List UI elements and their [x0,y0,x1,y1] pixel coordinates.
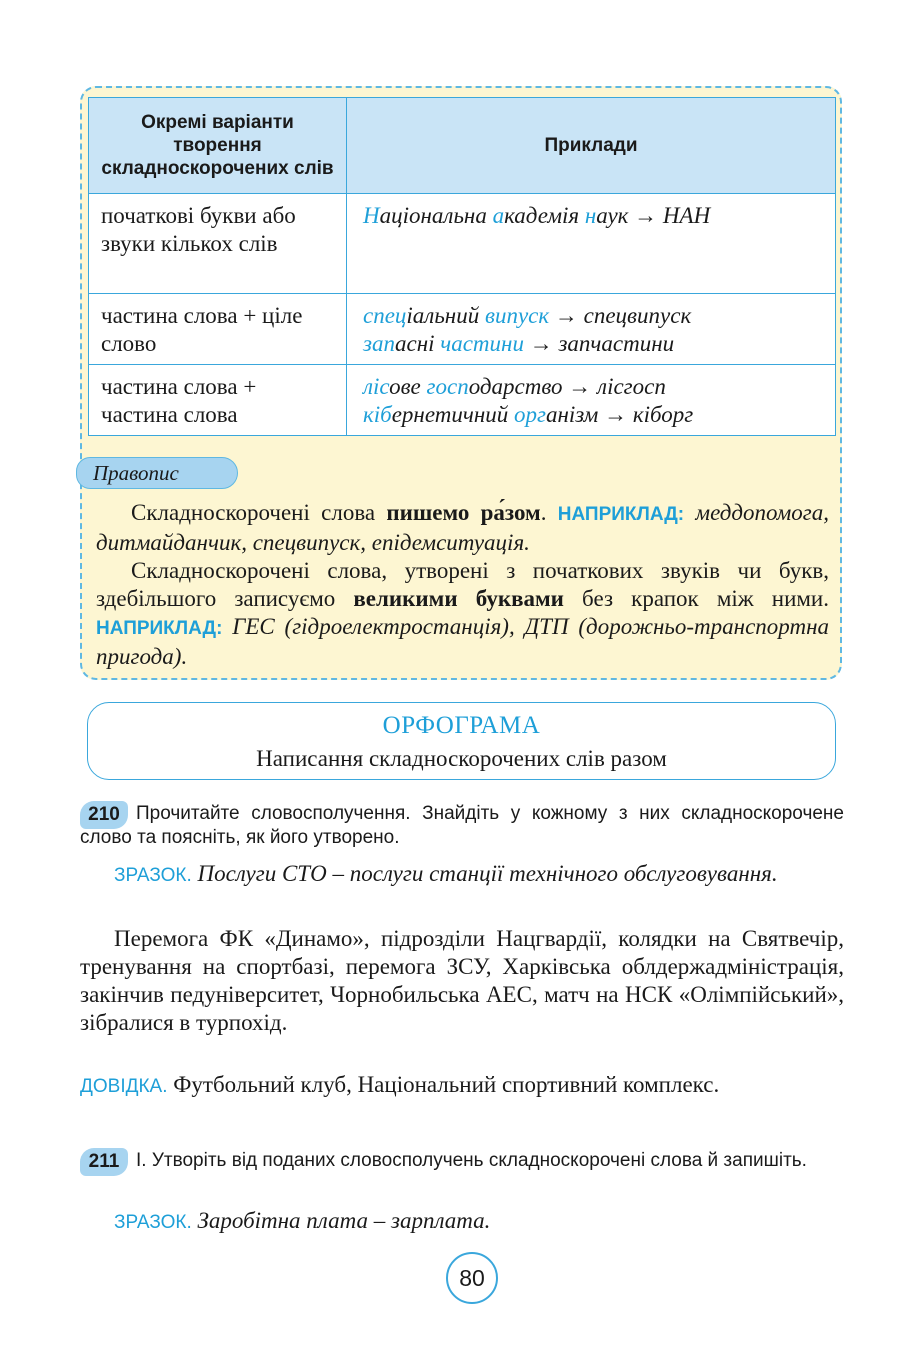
highlighted-fragment: н [584,203,597,228]
highlighted-fragment: Н [363,203,380,228]
highlighted-fragment: кіб [363,402,392,427]
exercise-task: І. Утворіть від поданих словосполучень складноскорочені слова й запишіть. [136,1150,807,1171]
exercise-number-badge: 210 [80,801,128,829]
rule-paragraph [96,499,829,557]
example-fragment: ернетичний [391,402,514,427]
rule-text: Складноскорочені слова [131,500,387,525]
example-fragment: кадемія [504,203,585,228]
sample-text: Заробітна плата – зарплата. [191,1208,491,1233]
example-fragment: одарство → лісгосп [468,374,666,399]
table-row [89,365,836,436]
sample-text: Послуги СТО – послуги станції технічного обслуговування. [191,861,778,886]
orthogram-title: ОРФОГРАМА [382,712,541,739]
example-line [363,302,823,330]
example-fragment: іальний [406,303,485,328]
example-line [363,330,823,358]
spelling-rule [96,499,829,671]
examples-cell [347,365,836,436]
rule-bold: пишемо ра́зом [386,500,541,525]
header-examples: Приклади [347,98,836,194]
example-fragment: → спецвипуск [549,303,692,328]
examples-cell [347,194,836,294]
header-variants: Окремі варіанти творення складноскорочених слів [89,98,347,194]
variant-cell: частина слова + ціле слово [89,294,347,365]
rule-paragraph [96,557,829,671]
examples-cell [347,294,836,365]
example-label: НАПРИКЛАД: [96,618,223,639]
exercise-body: Перемога ФК «Динамо», підрозділи Нацгвардії, колядки на Святвечір, тренування на спортбазі, перемога ЗСУ, Харківська облдержадміністрація, закінчив педуніверситет, Чорнобильська АЕС, матч на НСК «Олімпійський», зібралися в турпохід. [80,926,844,1035]
exercise-reference [80,1071,844,1101]
rule-text: без крапок між ними. [563,586,829,611]
highlighted-fragment: ліс [363,374,390,399]
table-row [89,194,836,294]
rule-text: . [540,500,558,525]
sample-label: ЗРАЗОК. [114,1212,192,1233]
highlighted-fragment: випуск [484,303,550,328]
example-line [363,373,823,401]
highlighted-fragment: а [492,203,505,228]
example-label: НАПРИКЛАД: [557,504,685,525]
example-fragment: → запчастини [523,331,675,356]
highlighted-fragment: орг [514,402,546,427]
spelling-tag: Правопис [76,457,238,489]
variant-cell: частина слова + частина слова [89,365,347,436]
exercise-number-badge: 211 [80,1148,128,1176]
orthogram-subtitle: Написання складноскорочених слів разом [256,746,667,771]
variant-cell: початкові букви або звуки кількох слів [89,194,347,294]
example-fragment: ове [389,374,427,399]
sample-label: ЗРАЗОК. [114,865,192,886]
exercise-sample [80,860,844,890]
word-formation-table [88,97,836,436]
rule-examples: меддопомога, дитмайданчик, спецвипуск, епідемситуація. [96,500,830,555]
highlighted-fragment: спец [363,303,407,328]
example-fragment: асні [394,331,441,356]
highlighted-fragment: зап [363,331,395,356]
table-row [89,294,836,365]
example-line [363,401,823,429]
reference-label: ДОВІДКА. [80,1076,168,1097]
rule-examples: ГЕС (гідроелектростанція), ДТП (дорожньо-транспортна пригода). [96,614,829,669]
exercise-task: Прочитайте словосполучення. Знайдіть у кожному з них складноскорочене слово та поясніть, як його утворено. [80,803,844,848]
page-number: 80 [446,1252,498,1304]
rule-bold: великими буквами [353,586,564,611]
exercise-sample [80,1207,844,1237]
highlighted-fragment: госп [426,374,469,399]
reference-text: Футбольний клуб, Національний спортивний комплекс. [167,1072,720,1097]
table-header-row [89,98,836,194]
example-line [363,202,823,230]
example-fragment: аук → НАН [596,203,711,228]
example-fragment: анізм → кіборг [545,402,694,427]
orthogram-box [87,702,836,780]
highlighted-fragment: частини [440,331,524,356]
example-fragment: аціональна [379,203,493,228]
rule-text: Складноскорочені слова, утворені з початкових звуків чи букв, здебільшого записуємо [96,558,829,611]
